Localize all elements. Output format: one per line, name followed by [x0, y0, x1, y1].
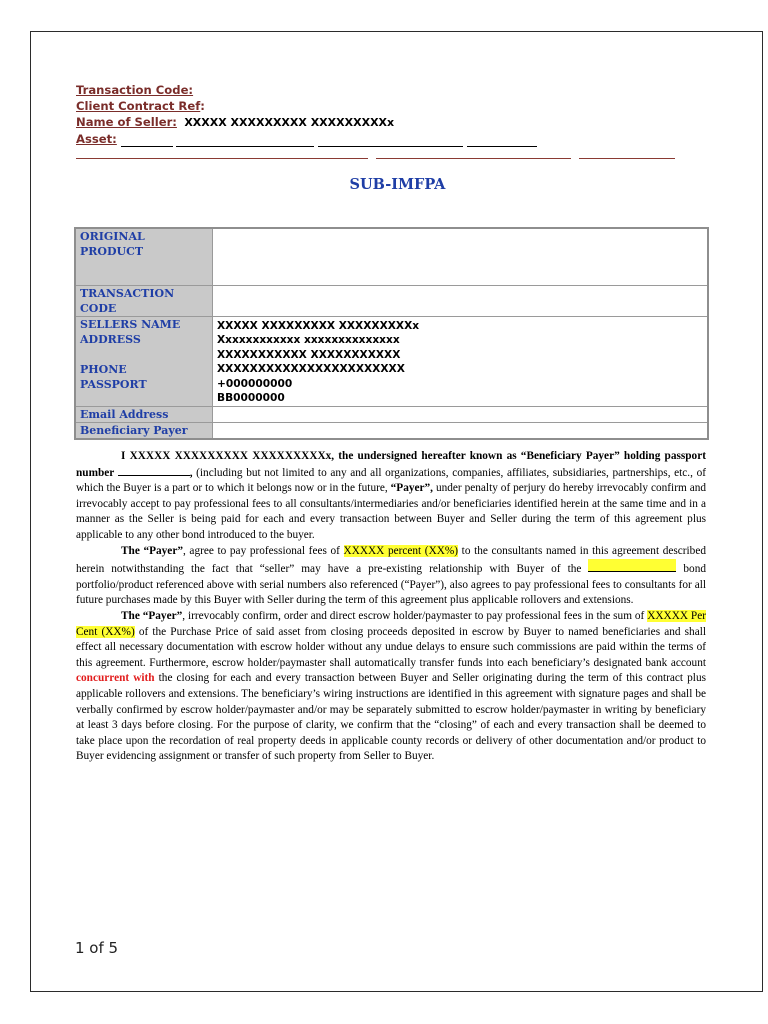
- p1-payer-term: “Payer”,: [390, 482, 433, 495]
- p2-payer-term: The “Payer”: [121, 544, 183, 557]
- address-value-3: XXXXXXXXXXXXXXXXXXXXXXX: [217, 363, 405, 376]
- line-segment-3: [579, 158, 675, 159]
- p1-bold-comma: ,: [189, 466, 193, 479]
- p3-text-a: , irrevocably confirm, order and direct escrow holder/paymaster to pay professional fees in the sum of: [182, 609, 648, 622]
- p1-text-a: (including but not limited to any and all organizations, companies, affiliates, subsidiaries, partnerships, etc., of which the Buyer is a part or to which it belongs now or in the future,: [76, 466, 706, 495]
- p2-text-c: bond portfolio/product referenced above with serial numbers also referenced (“Payer”), also agrees to pay professional fees to consultants for all future purchases made by this Buyer with Seller during the term of this agreement plus applicable rollovers and extensions.: [76, 563, 706, 607]
- transaction-code-line-1: TRANSACTION: [80, 286, 175, 300]
- document-header: [76, 82, 696, 163]
- line-segment-1: [76, 158, 368, 159]
- p2-highlight-blank: [588, 559, 676, 572]
- seller-name-value: XXXXX XXXXXXXXX XXXXXXXXXx: [217, 319, 420, 332]
- sellers-name-label: SELLERS NAME: [80, 317, 181, 331]
- paragraph-1: [76, 449, 706, 544]
- asset-blank-1: [121, 134, 173, 147]
- original-product-line-1: ORIGINAL: [80, 230, 145, 243]
- seller-value: XXXXX XXXXXXXXX XXXXXXXXXx: [184, 116, 395, 129]
- p2-highlight-fee: XXXXX percent (XX%): [343, 544, 459, 557]
- document-title: SUB-IMFPA: [349, 176, 446, 193]
- table-row: [75, 285, 708, 316]
- original-product-value: [213, 228, 709, 285]
- transaction-code-label: Transaction Code:: [76, 83, 194, 97]
- original-product-line-2: PRODUCT: [80, 245, 144, 258]
- transaction-code-value: [213, 285, 709, 316]
- client-contract-row: [76, 98, 696, 114]
- transaction-code-line-2: CODE: [80, 301, 117, 315]
- phone-label: PHONE: [80, 362, 127, 376]
- asset-blank-2: [176, 134, 314, 147]
- asset-blank-3: [318, 134, 463, 147]
- label-spacer: [80, 347, 208, 362]
- email-value: [213, 407, 709, 423]
- p2-text-a: , agree to pay professional fees of: [182, 544, 344, 557]
- paragraph-2: [76, 544, 706, 609]
- seller-details-labels: [75, 316, 213, 407]
- address-label: ADDRESS: [80, 332, 141, 346]
- asset-label: Asset:: [76, 132, 117, 146]
- p2-text-b: to the consultants named in this agreement described herein notwithstanding the fact that “seller” may have a pre-existing relationship with Buyer of the: [76, 544, 706, 576]
- p1-bold-intro: I XXXXX XXXXXXXXX XXXXXXXXXx, the undersigned hereafter known as “Beneficiary Payer” holding passport number: [76, 450, 706, 479]
- signature-line-row: [76, 147, 696, 163]
- client-contract-label: Client Contract Ref: [76, 99, 201, 113]
- table-row: [75, 316, 708, 407]
- email-label: Email Address: [75, 407, 213, 423]
- p3-text-b: of the Purchase Price of said asset from closing proceeds deposited in escrow by Buyer to named beneficiaries and shall effect all necessary documentation with escrow holder without any undue delays to ensure such commissions are paid within the terms of this agreement. Furthermore, escrow holder/paymaster shall automatically transfer funds into each beneficiary’s designated bank account: [76, 625, 706, 669]
- table-row: [75, 228, 708, 285]
- seller-label: Name of Seller:: [76, 115, 177, 129]
- address-value-2: XXXXXXXXXXX XXXXXXXXXXX: [217, 348, 401, 361]
- document-page: [30, 31, 763, 992]
- p3-concurrent-with: concurrent with: [76, 672, 155, 685]
- original-product-label: [75, 228, 213, 285]
- paragraph-3: [76, 609, 706, 765]
- line-segment-2: [376, 158, 571, 159]
- transaction-code-table-label: [75, 285, 213, 316]
- table-row: [75, 407, 708, 423]
- passport-value: BB0000000: [217, 392, 285, 405]
- address-value-1: Xxxxxxxxxxxx xxxxxxxxxxxxxx: [217, 334, 400, 347]
- transaction-code-row: [76, 82, 696, 98]
- asset-blank-4: [467, 134, 537, 147]
- client-contract-colon: :: [200, 99, 205, 113]
- table-row: [75, 423, 708, 440]
- page-number: 1 of 5: [75, 939, 119, 957]
- phone-value: +000000000: [217, 377, 293, 390]
- p3-payer-term: The “Payer”: [121, 609, 183, 622]
- beneficiary-value: [213, 423, 709, 440]
- agreement-body: [76, 449, 706, 765]
- p3-text-c: the closing for each and every transaction between Buyer and Seller originating during the term of this contract plus applicable rollovers and extensions. The beneficiary’s wiring instructions are identified in this agreement with signature pages and shall be verbally confirmed by escrow holder/paymaster and/or may be separately submitted to escrow holder/paymaster in writing by beneficiary at least 3 days before closing. For the purpose of clarity, we confirm that the “closing” of each and every transaction shall be deemed to take place upon the recordation of real property deeds in applicable county records or delivery of other documentation and/or product to Buyer evidencing assignment or transfer of such property from Seller to Buyer.: [76, 672, 706, 763]
- p3-highlight-fee: XXXXX Per Cent (XX%): [76, 609, 706, 638]
- details-table: [74, 227, 709, 440]
- passport-number-blank: [118, 465, 190, 476]
- beneficiary-label: Beneficiary Payer: [75, 423, 213, 440]
- seller-details-values: [213, 316, 709, 407]
- p1-text-b: under penalty of perjury do hereby irrevocably confirm and irrevocably accept to pay professional fees to all consultants/intermediaries and/or beneficiaries identified herein at the same time and in a manner as the Seller is being paid for each and every transaction between Buyer and Seller during the term of this agreement plus applicable to any other bond introduced to the buyer.: [76, 482, 706, 541]
- passport-label: PASSPORT: [80, 377, 147, 391]
- asset-row: [76, 131, 696, 147]
- seller-row: [76, 114, 696, 131]
